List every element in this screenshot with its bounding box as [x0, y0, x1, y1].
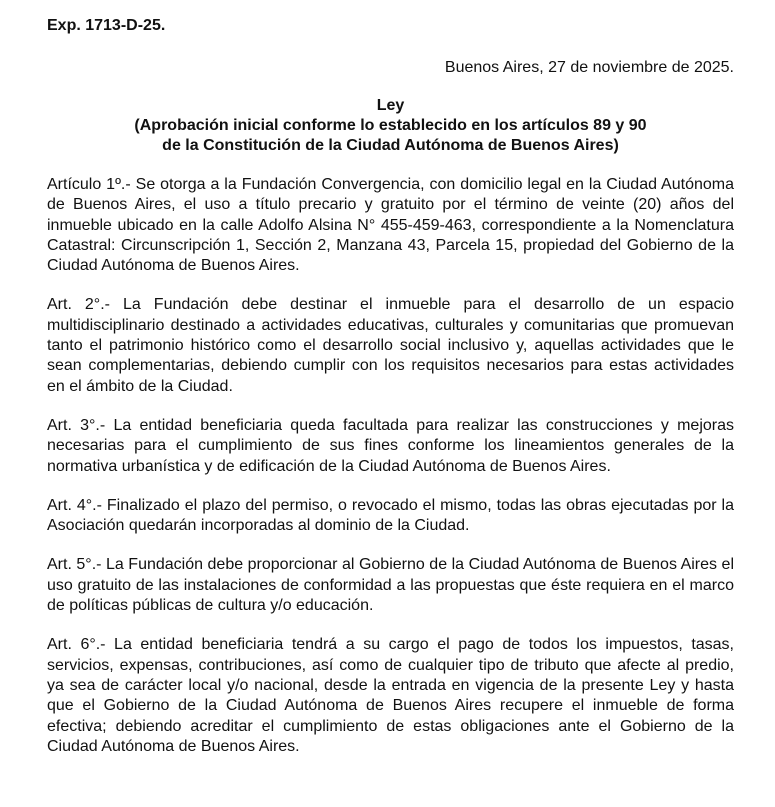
law-heading: Ley	[376, 97, 405, 114]
article-5: Art. 5°.- La Fundación debe proporcionar al Gobierno de la Ciudad Autónoma de Buenos Aires el uso gratuito de las instalaciones de conformidad a las propuestas que éste requiera en el marco de políticas públicas de cultura y/o educación.	[47, 556, 734, 615]
law-title-line-2: de la Constitución de la Ciudad Autónoma de Buenos Aires)	[162, 137, 619, 154]
article-3: Art. 3°.- La entidad beneficiaria queda facultada para realizar las construcciones y mejoras necesarias para el cumplimiento de sus fines conforme los lineamientos generales de la normativa urbanística y de edificación de la Ciudad Autónoma de Buenos Aires.	[47, 416, 734, 475]
article-2: Art. 2°.- La Fundación debe destinar el inmueble para el desarrollo de un espacio multidisciplinario destinado a actividades educativas, culturales y comunitarias que promuevan tanto el patrimonio histórico como el desarrollo social inclusivo y, aquellas actividades que le sean complementarias, debiendo cumplir con los requisitos necesarios para estas actividades en el ámbito de la Ciudad.	[47, 296, 734, 395]
article-4: Art. 4°.- Finalizado el plazo del permiso, o revocado el mismo, todas las obras ejecutadas por la Asociación quedarán incorporadas al dominio de la Ciudad.	[47, 496, 734, 535]
law-title	[47, 96, 734, 156]
date-line: Buenos Aires, 27 de noviembre de 2025.	[444, 59, 734, 76]
article-1: Artículo 1º.- Se otorga a la Fundación Convergencia, con domicilio legal en la Ciudad Autónoma de Buenos Aires, el uso a título precario y gratuito por el término de veinte (20) años del inmueble ubicado en la calle Adolfo Alsina N° 455-459-463, correspondiente a la Nomenclatura Catastral: Circunscripción 1, Sección 2, Manzana 43, Parcela 15, propiedad del Gobierno de la Ciudad Autónoma de Buenos Aires.	[47, 176, 734, 275]
expediente-number: Exp. 1713-D-25.	[47, 17, 166, 34]
law-title-line-1: (Aprobación inicial conforme lo establecido en los artículos 89 y 90	[134, 117, 647, 134]
article-6: Art. 6°.- La entidad beneficiaria tendrá a su cargo el pago de todos los impuestos, tasas, servicios, expensas, contribuciones, así como de cualquier tipo de tributo que afecte al predio, ya sea de carácter local y/o nacional, desde la entrada en vigencia de la presente Ley y hasta que el Gobierno de la Ciudad Autónoma de Buenos Aires recupere el inmueble de forma efectiva; debiendo acreditar el cumplimiento de estas obligaciones ante el Gobierno de la Ciudad Autónoma de Buenos Aires.	[47, 636, 734, 755]
document-page	[47, 16, 734, 773]
